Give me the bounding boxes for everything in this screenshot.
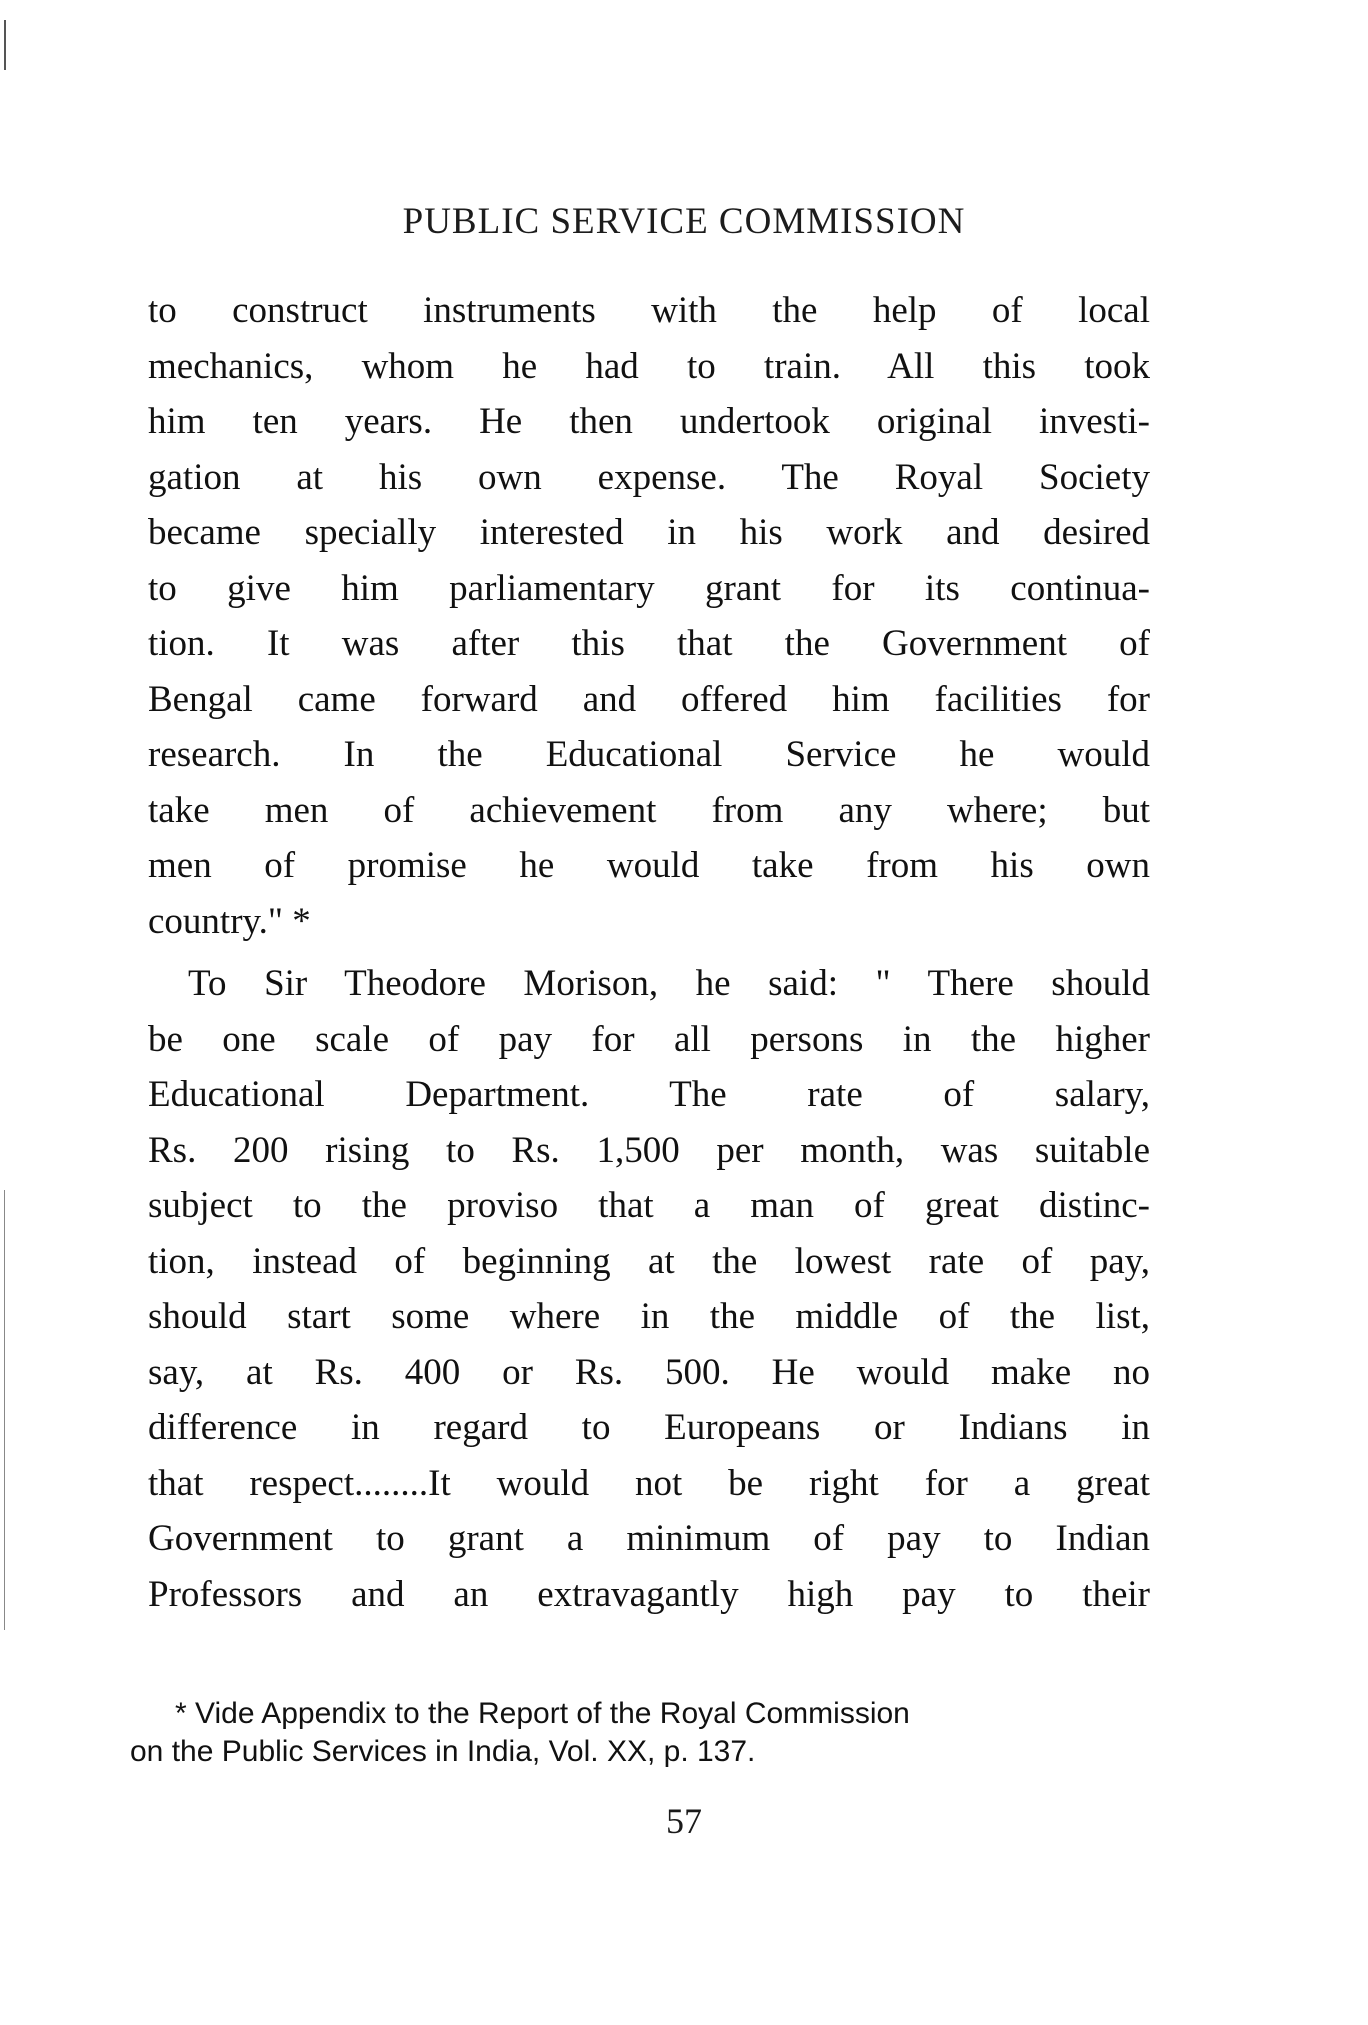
text-line: country." *: [148, 900, 311, 942]
footnote: [130, 1695, 1140, 1771]
scan-edge-mark-bottom: [4, 1190, 5, 1630]
text-line: became specially interested in his work and desired: [148, 512, 1150, 553]
text-line: men of promise he would take from his own: [148, 845, 1150, 886]
paragraph-1: [148, 283, 1150, 949]
scan-edge-mark-top: [4, 20, 6, 70]
text-line: him ten years. He then undertook original investi-: [148, 401, 1150, 442]
text-line: mechanics, whom he had to train. All this took: [148, 345, 1150, 387]
text-line: tion, instead of beginning at the lowest rate of pay,: [148, 1240, 1150, 1282]
text-line: Bengal came forward and offered him facilities for: [148, 678, 1150, 720]
text-line: Educational Department. The rate of salary,: [148, 1074, 1150, 1115]
text-line: to give him parliamentary grant for its continua-: [148, 567, 1150, 609]
text-line: to construct instruments with the help of local: [148, 290, 1150, 331]
text-line: Rs. 200 rising to Rs. 1,500 per month, was suitable: [148, 1129, 1150, 1171]
text-line: take men of achievement from any where; but: [148, 789, 1150, 831]
text-line: gation at his own expense. The Royal Society: [148, 456, 1150, 498]
text-line: difference in regard to Europeans or Indians in: [148, 1407, 1150, 1448]
footnote-line: on the Public Services in India, Vol. XX, p. 137.: [130, 1735, 756, 1768]
text-line: Government to grant a minimum of pay to Indian: [148, 1518, 1150, 1559]
text-line: research. In the Educational Service he would: [148, 734, 1150, 775]
page-number: 57: [666, 1801, 702, 1841]
text-line: be one scale of pay for all persons in the higher: [148, 1018, 1150, 1060]
paragraph-2: [148, 956, 1150, 1622]
text-line: that respect........It would not be right for a great: [148, 1462, 1150, 1504]
text-line: To Sir Theodore Morison, he said: " There should: [188, 963, 1150, 1004]
text-line: tion. It was after this that the Government of: [148, 623, 1150, 664]
footnote-line: * Vide Appendix to the Report of the Royal Commission: [175, 1697, 910, 1730]
text-line: subject to the proviso that a man of great distinc-: [148, 1185, 1150, 1226]
running-head-title: PUBLIC SERVICE COMMISSION: [402, 201, 966, 242]
text-line: Professors and an extravagantly high pay to their: [148, 1573, 1150, 1615]
text-line: say, at Rs. 400 or Rs. 500. He would make no: [148, 1351, 1150, 1393]
text-line: should start some where in the middle of the list,: [148, 1296, 1150, 1337]
